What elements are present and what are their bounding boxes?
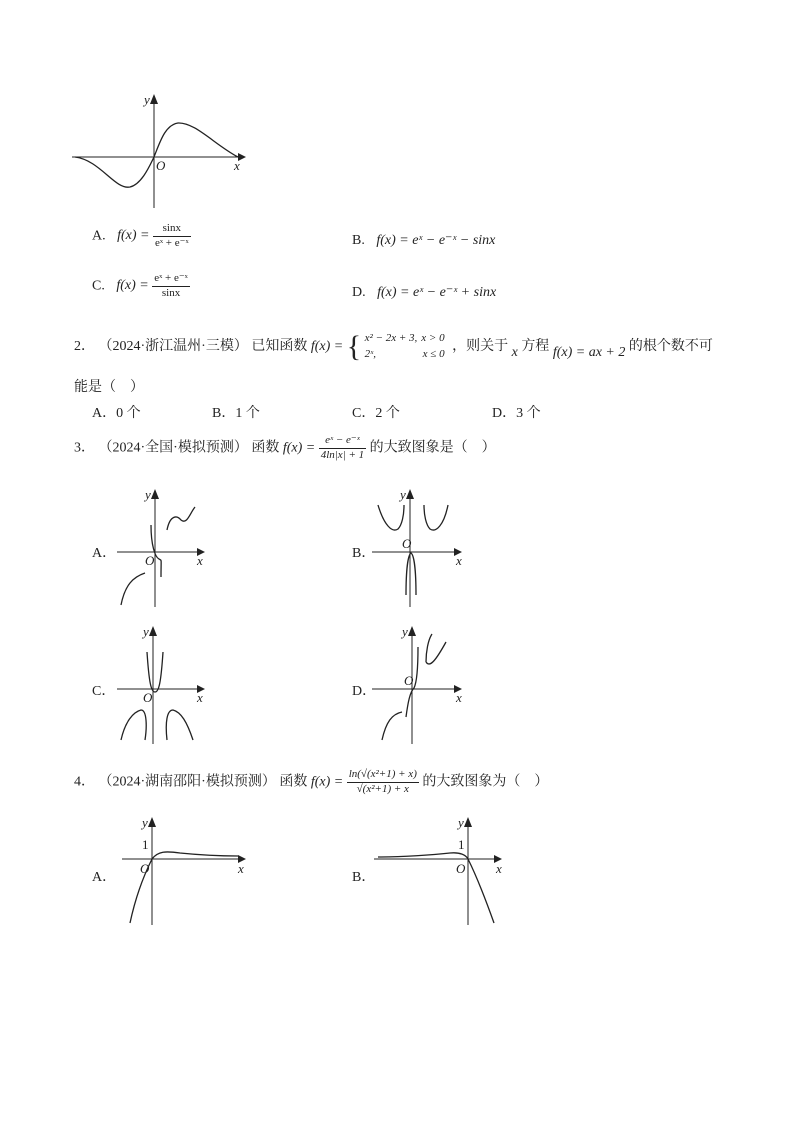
- q3a-curve-middle: [151, 525, 161, 577]
- q3a-curve-left: [121, 573, 145, 605]
- q4b-one-label: 1: [458, 837, 465, 852]
- q2-source: （2024·浙江温州·三模）: [98, 339, 248, 355]
- q2-equation: f(x) = ax + 2: [552, 345, 626, 361]
- q3d-y-arrow: [408, 626, 416, 636]
- q3c-curve-left: [121, 710, 146, 740]
- q4-graph-a[interactable]: [120, 815, 250, 930]
- q3c-origin-label: O: [143, 690, 153, 705]
- q3-graph-d[interactable]: [370, 622, 470, 747]
- q3-option-c-letter[interactable]: C．: [92, 684, 116, 699]
- q3c-curve-middle: [147, 652, 163, 692]
- q1-option-d-expr: f(x) = eˣ − e⁻ˣ + sinx: [377, 285, 497, 300]
- q4-stem: [74, 768, 548, 797]
- q4a-one-label: 1: [142, 837, 149, 852]
- q4-graph-b[interactable]: [372, 815, 512, 930]
- q3-text-before: 函数: [251, 440, 280, 456]
- q3a-curve-right: [167, 507, 195, 530]
- q3-graph-b[interactable]: [370, 485, 470, 610]
- q2-option-c[interactable]: C．2 个: [352, 406, 400, 421]
- q4a-y-label: y: [142, 815, 148, 830]
- q3a-y-arrow: [151, 489, 159, 499]
- q1-option-b[interactable]: [352, 232, 495, 249]
- q3d-x-label: x: [456, 690, 462, 705]
- q3d-y-label: y: [402, 624, 408, 639]
- q2-case1-expr: x² − 2x + 3,: [364, 332, 418, 345]
- q1-option-a[interactable]: [92, 222, 191, 251]
- q1-option-c-fraction: [152, 272, 190, 301]
- q4a-origin-label: O: [140, 861, 150, 876]
- q1-y-arrow: [150, 94, 158, 104]
- q2-number: 2．: [74, 339, 95, 355]
- q3c-y-arrow: [149, 626, 157, 636]
- q1-option-a-numerator: sinx: [162, 222, 181, 234]
- q4a-y-arrow: [148, 817, 156, 827]
- q3-option-b-letter[interactable]: B．: [352, 546, 376, 561]
- q4-text-before: 函数: [279, 774, 308, 790]
- q2-piecewise: [365, 331, 449, 363]
- q2-variable: x: [511, 345, 518, 361]
- q1-option-d[interactable]: [352, 284, 496, 301]
- q1-curve: [75, 123, 238, 187]
- q3c-y-label: y: [143, 624, 149, 639]
- q3b-curve-left: [378, 505, 404, 530]
- q3-option-d-letter[interactable]: D．: [352, 684, 377, 699]
- q4b-y-arrow: [464, 817, 472, 827]
- q1-option-b-expr: f(x) = eˣ − e⁻ˣ − sinx: [376, 233, 496, 248]
- q1-x-label: x: [234, 158, 240, 173]
- q3d-curve-right: [426, 634, 446, 664]
- q2-brace: {: [346, 330, 362, 363]
- q3b-y-label: y: [400, 487, 406, 502]
- q4a-x-label: x: [238, 861, 244, 876]
- q3b-curve-right: [424, 505, 448, 530]
- q1-y-label: y: [144, 92, 150, 107]
- q2-lhs: f(x) =: [310, 339, 344, 355]
- q2-case2-expr: 2ˣ,: [364, 348, 376, 360]
- q4-number: 4．: [74, 774, 95, 790]
- q4-fraction: [347, 768, 419, 797]
- q1-option-a-letter: A.: [92, 228, 106, 244]
- q2-stem-line2: 能是（ ）: [74, 380, 144, 395]
- q4-numerator: ln(√(x²+1) + x): [348, 768, 417, 780]
- q1-option-c-letter: C.: [92, 278, 105, 294]
- q4-denominator: √(x²+1) + x: [347, 782, 419, 797]
- q3-source: （2024·全国·模拟预测）: [98, 440, 248, 456]
- q2-text-tail: 的根个数不可: [628, 339, 713, 355]
- q4-option-b-letter[interactable]: B．: [352, 870, 376, 885]
- q1-option-a-lhs: f(x) =: [117, 228, 150, 244]
- q3b-y-arrow: [406, 489, 414, 499]
- q3c-curve-right: [166, 710, 193, 740]
- q3d-curve-left: [382, 712, 402, 740]
- q3-stem: [74, 434, 496, 463]
- q3c-x-label: x: [197, 690, 203, 705]
- q3b-curve-middle: [406, 553, 416, 595]
- q3-lhs: f(x) =: [282, 440, 316, 456]
- q3-denominator: 4ln|x| + 1: [320, 448, 365, 461]
- q1-graph: [70, 90, 250, 210]
- q2-stem-line1: [74, 330, 713, 364]
- q4b-curve: [378, 853, 494, 923]
- q3a-y-label: y: [145, 487, 151, 502]
- q1-origin-label: O: [156, 158, 166, 173]
- q2-option-a[interactable]: A．0 个: [92, 406, 141, 421]
- q1-option-d-letter: D.: [352, 285, 366, 300]
- q2-text-equation: 方程: [521, 339, 550, 355]
- q1-option-a-denominator: eˣ + e⁻ˣ: [155, 236, 189, 249]
- q2-case1-cond: x > 0: [421, 332, 445, 345]
- q3d-origin-label: O: [404, 673, 414, 688]
- q2-option-b[interactable]: B．1 个: [212, 406, 260, 421]
- q3a-x-label: x: [197, 553, 203, 568]
- q3-number: 3．: [74, 440, 95, 456]
- q4b-origin-label: O: [456, 861, 466, 876]
- q4b-x-label: x: [496, 861, 502, 876]
- q1-option-b-letter: B.: [352, 233, 365, 248]
- q1-option-c-lhs: f(x) =: [116, 278, 149, 294]
- q1-option-c[interactable]: [92, 272, 190, 301]
- q2-text-before: 已知函数: [251, 339, 308, 355]
- q3-numerator: eˣ − e⁻ˣ: [325, 434, 360, 446]
- q3b-x-label: x: [456, 553, 462, 568]
- q2-option-d[interactable]: D．3 个: [492, 406, 541, 421]
- q4-lhs: f(x) =: [310, 774, 344, 790]
- q3-graph-c[interactable]: [115, 622, 215, 747]
- q4-source: （2024·湖南邵阳·模拟预测）: [98, 774, 276, 790]
- q1-option-c-numerator: eˣ + e⁻ˣ: [154, 272, 188, 284]
- q3-text-after: 的大致图象是（ ）: [369, 440, 496, 456]
- q2-text-after: ，则关于: [452, 339, 509, 355]
- q1-option-a-fraction: [153, 222, 191, 251]
- q4-option-a-letter[interactable]: A．: [92, 870, 117, 885]
- q3-fraction: [319, 434, 366, 463]
- q3b-origin-label: O: [402, 536, 412, 551]
- q4b-y-label: y: [458, 815, 464, 830]
- q4-text-after: 的大致图象为（ ）: [422, 774, 549, 790]
- q3-option-a-letter[interactable]: A．: [92, 546, 117, 561]
- q1-option-c-denominator: sinx: [152, 286, 190, 301]
- q3-graph-a[interactable]: [115, 485, 215, 610]
- q2-case2-cond: x ≤ 0: [422, 348, 445, 360]
- q3a-origin-label: O: [145, 553, 155, 568]
